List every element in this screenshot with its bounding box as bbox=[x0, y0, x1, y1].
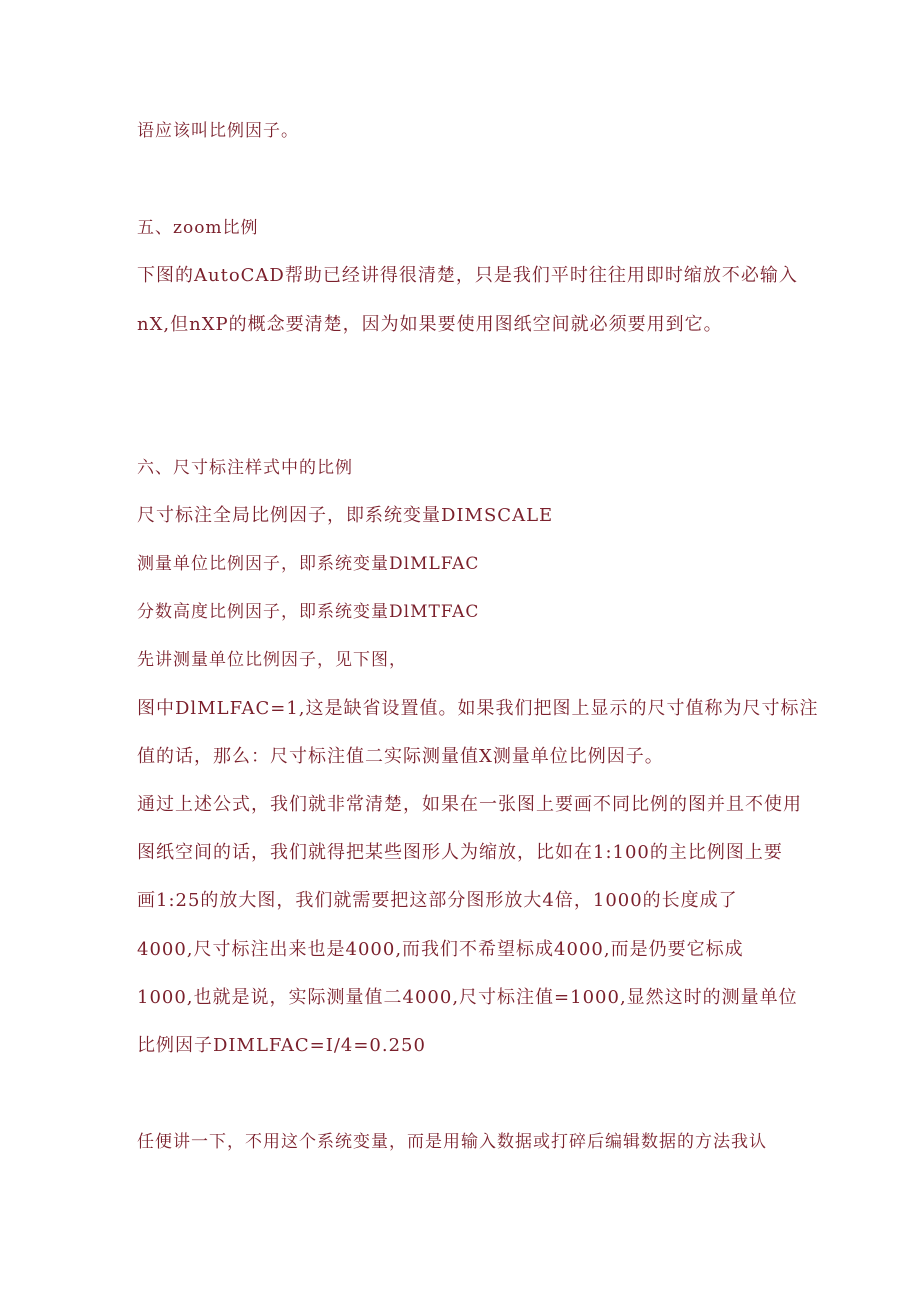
text-line: 图中DlMLFAC=1,这是缺省设置值。如果我们把图上显示的尺寸值称为尺寸标注 bbox=[137, 698, 819, 719]
text-line: nX,但nXP的概念要清楚，因为如果要使用图纸空间就必须要用到它。 bbox=[137, 314, 723, 335]
text-line: 语应该叫比例因子。 bbox=[137, 121, 299, 141]
text-line: 1000,也就是说，实际测量值二4000,尺寸标注值=1000,显然这时的测量单位 bbox=[137, 987, 798, 1008]
text-line: 比例因子DIMLFAC=I/4=0.250 bbox=[137, 1035, 426, 1056]
text-line: 通过上述公式，我们就非常清楚，如果在一张图上要画不同比例的图并且不使用 bbox=[137, 794, 802, 815]
section-heading-dimension-style: 六、尺寸标注样式中的比例 bbox=[137, 458, 353, 478]
text-line: 值的话，那么：尺寸标注值二实际测量值X测量单位比例因子。 bbox=[137, 746, 664, 767]
section-heading-zoom: 五、zoom比例 bbox=[137, 218, 259, 238]
text-line: 下图的AutoCAD帮助已经讲得很清楚，只是我们平时往往用即时缩放不必输入 bbox=[137, 265, 798, 286]
text-line: 4000,尺寸标注出来也是4000,而我们不希望标成4000,而是仍要它标成 bbox=[137, 939, 744, 960]
text-line: 先讲测量单位比例因子，见下图， bbox=[137, 650, 407, 670]
text-line: 测量单位比例因子，即系统变量DlMLFAC bbox=[137, 554, 480, 574]
text-line: 尺寸标注全局比例因子，即系统变量DIMSCALE bbox=[137, 505, 554, 526]
text-line: 图纸空间的话，我们就得把某些图形人为缩放，比如在1:100的主比例图上要 bbox=[137, 842, 783, 863]
text-line: 任便讲一下，不用这个系统变量，而是用输入数据或打碎后编辑数据的方法我认 bbox=[137, 1132, 767, 1152]
text-line: 画1:25的放大图，我们就需要把这部分图形放大4倍，1000的长度成了 bbox=[137, 890, 738, 911]
text-line: 分数高度比例因子，即系统变量DlMTFAC bbox=[137, 602, 480, 622]
